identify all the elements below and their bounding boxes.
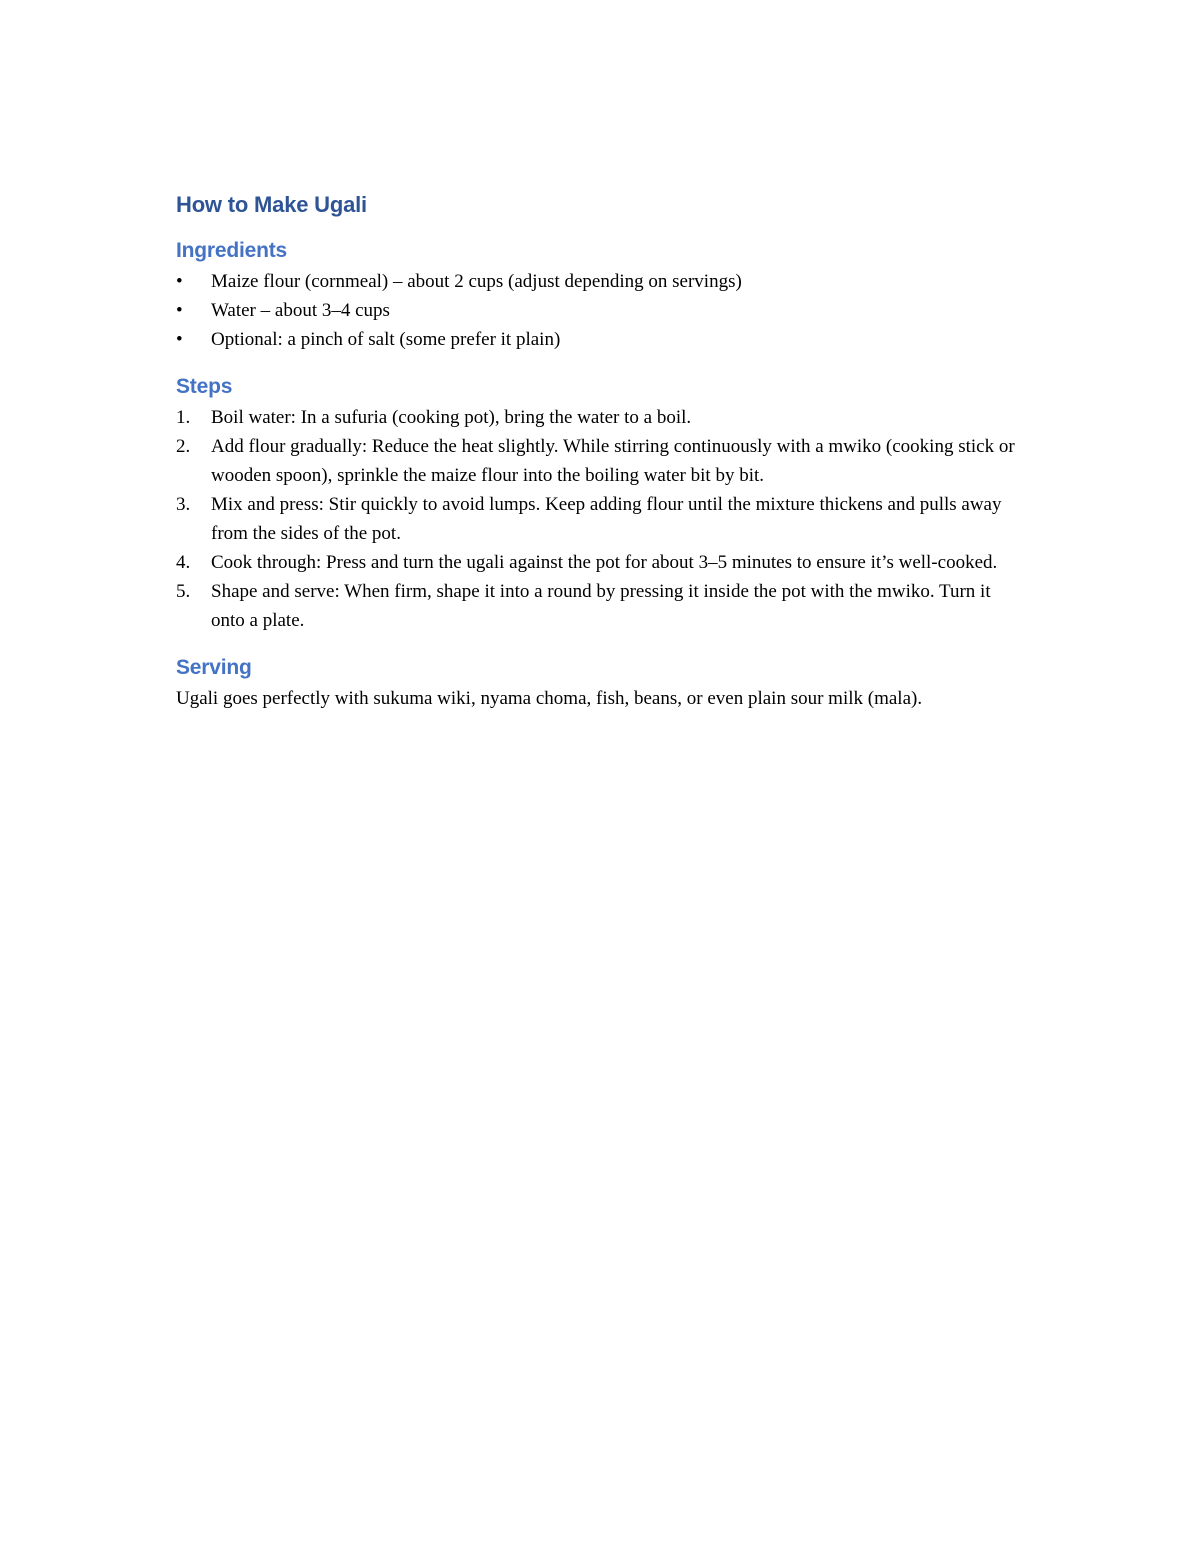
ingredient-text: Maize flour (cornmeal) – about 2 cups (adjust depending on servings) — [211, 271, 742, 292]
list-item — [176, 490, 1026, 548]
ingredient-text: Water – about 3–4 cups — [211, 300, 390, 321]
serving-paragraph: Ugali goes perfectly with sukuma wiki, nyama choma, fish, beans, or even plain sour milk (mala). — [176, 688, 923, 709]
bullet-icon: • — [176, 271, 183, 292]
step-text: Boil water: In a sufuria (cooking pot), bring the water to a boil. — [211, 407, 692, 428]
list-item — [176, 548, 1026, 577]
bullet-icon: • — [176, 329, 183, 350]
ingredient-text: Optional: a pinch of salt (some prefer it plain) — [211, 329, 561, 350]
list-item — [176, 325, 1026, 354]
step-number: 1. — [176, 407, 191, 428]
list-item — [176, 577, 1026, 635]
step-number: 2. — [176, 436, 191, 457]
list-item — [176, 296, 1026, 325]
step-number: 4. — [176, 552, 191, 573]
serving-heading: Serving — [176, 656, 252, 679]
steps-heading: Steps — [176, 375, 233, 398]
step-number: 5. — [176, 581, 191, 602]
step-text: Mix and press: Stir quickly to avoid lumps. Keep adding flour until the mixture thickens and pulls away from the sides of the pot. — [211, 494, 1002, 544]
ingredients-list — [176, 267, 1026, 354]
step-text: Shape and serve: When firm, shape it into a round by pressing it inside the pot with the mwiko. Turn it onto a plate. — [211, 581, 991, 631]
step-text: Cook through: Press and turn the ugali against the pot for about 3–5 minutes to ensure it’s well-cooked. — [211, 552, 998, 573]
step-number: 3. — [176, 494, 191, 515]
list-item — [176, 403, 1026, 432]
step-text: Add flour gradually: Reduce the heat slightly. While stirring continuously with a mwiko (cooking stick or wooden spoon), sprinkle the maize flour into the boiling water bit by bit. — [211, 436, 1015, 486]
steps-list — [176, 403, 1026, 635]
list-item — [176, 267, 1026, 296]
ingredients-heading: Ingredients — [176, 239, 287, 262]
document-title: How to Make Ugali — [176, 192, 367, 217]
document-content — [176, 188, 1026, 713]
list-item — [176, 432, 1026, 490]
bullet-icon: • — [176, 300, 183, 321]
